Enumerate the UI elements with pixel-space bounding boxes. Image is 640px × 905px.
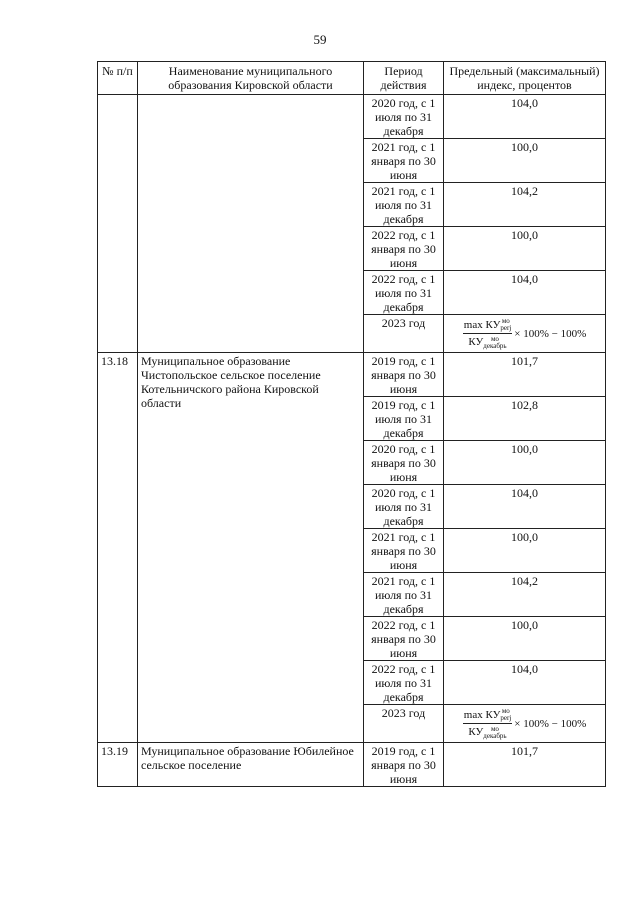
period-cell: 2023 год (364, 315, 444, 353)
table-row (98, 95, 606, 139)
row-number: 13.18 (98, 353, 138, 743)
tariff-index-table (97, 61, 606, 787)
period-cell: 2021 год, с 1 июля по 31 декабря (364, 573, 444, 617)
period-cell: 2021 год, с 1 июля по 31 декабря (364, 183, 444, 227)
formula-tail: × 100% − 100% (514, 327, 587, 340)
period-cell: 2022 год, с 1 июля по 31 декабря (364, 271, 444, 315)
index-value: 100,0 (444, 227, 606, 271)
index-value: 104,2 (444, 183, 606, 227)
index-value: 104,0 (444, 95, 606, 139)
formula-num-text: max КУ (463, 319, 501, 331)
formula-den-text: КУ (468, 726, 484, 739)
index-value (444, 705, 606, 743)
formula-num-sub: perj (500, 714, 512, 723)
period-cell: 2019 год, с 1 июля по 31 декабря (364, 397, 444, 441)
index-value: 100,0 (444, 529, 606, 573)
period-cell: 2020 год, с 1 января по 30 июня (364, 441, 444, 485)
municipality-name: Муниципальное образование Юбилейное сельское поселение (138, 743, 364, 787)
period-cell: 2022 год, с 1 июля по 31 декабря (364, 661, 444, 705)
header-period: Период действия (364, 62, 444, 95)
formula-num-text: max КУ (463, 709, 501, 721)
period-cell: 2022 год, с 1 января по 30 июня (364, 617, 444, 661)
formula-den-text: КУ (468, 336, 484, 349)
period-cell: 2019 год, с 1 января по 30 июня (364, 353, 444, 397)
header-index: Предельный (максимальный) индекс, процентов (444, 62, 606, 95)
formula-num-sup: мо (501, 707, 510, 716)
formula-numerator (463, 708, 512, 724)
formula-tail: × 100% − 100% (514, 717, 587, 730)
period-cell: 2019 год, с 1 января по 30 июня (364, 743, 444, 787)
formula-fraction (463, 708, 512, 740)
index-value: 104,0 (444, 661, 606, 705)
index-formula (447, 706, 602, 740)
formula-numerator (463, 318, 512, 334)
table-row (98, 353, 606, 397)
row-number: 13.19 (98, 743, 138, 787)
formula-fraction (463, 318, 512, 350)
formula-num-sup: мо (501, 317, 510, 326)
period-cell: 2020 год, с 1 июля по 31 декабря (364, 95, 444, 139)
index-value: 101,7 (444, 353, 606, 397)
formula-den-sup: мо (490, 334, 499, 343)
formula-den-sub: декабрь (483, 731, 507, 740)
municipality-name (138, 95, 364, 353)
table-row (98, 743, 606, 787)
formula-den-sup: мо (490, 724, 499, 733)
period-cell: 2021 год, с 1 января по 30 июня (364, 529, 444, 573)
header-name: Наименование муниципального образования Кировской области (138, 62, 364, 95)
formula-den-sub: декабрь (483, 341, 507, 350)
index-value: 102,8 (444, 397, 606, 441)
period-cell: 2023 год (364, 705, 444, 743)
formula-denominator (468, 334, 506, 349)
index-value: 104,0 (444, 485, 606, 529)
table-header-row (98, 62, 606, 95)
index-value: 100,0 (444, 139, 606, 183)
formula-denominator (468, 724, 506, 739)
municipality-name: Муниципальное образование Чистопольское сельское поселение Котельничского района Кировской области (138, 353, 364, 743)
index-value: 101,7 (444, 743, 606, 787)
index-value: 104,0 (444, 271, 606, 315)
formula-num-sub: perj (500, 324, 512, 333)
period-cell: 2021 год, с 1 января по 30 июня (364, 139, 444, 183)
row-number (98, 95, 138, 353)
period-cell: 2022 год, с 1 января по 30 июня (364, 227, 444, 271)
index-value: 100,0 (444, 441, 606, 485)
index-formula (447, 316, 602, 350)
index-value (444, 315, 606, 353)
page-number: 59 (313, 32, 327, 47)
index-value: 100,0 (444, 617, 606, 661)
header-num: № п/п (98, 62, 138, 95)
index-value: 104,2 (444, 573, 606, 617)
period-cell: 2020 год, с 1 июля по 31 декабря (364, 485, 444, 529)
